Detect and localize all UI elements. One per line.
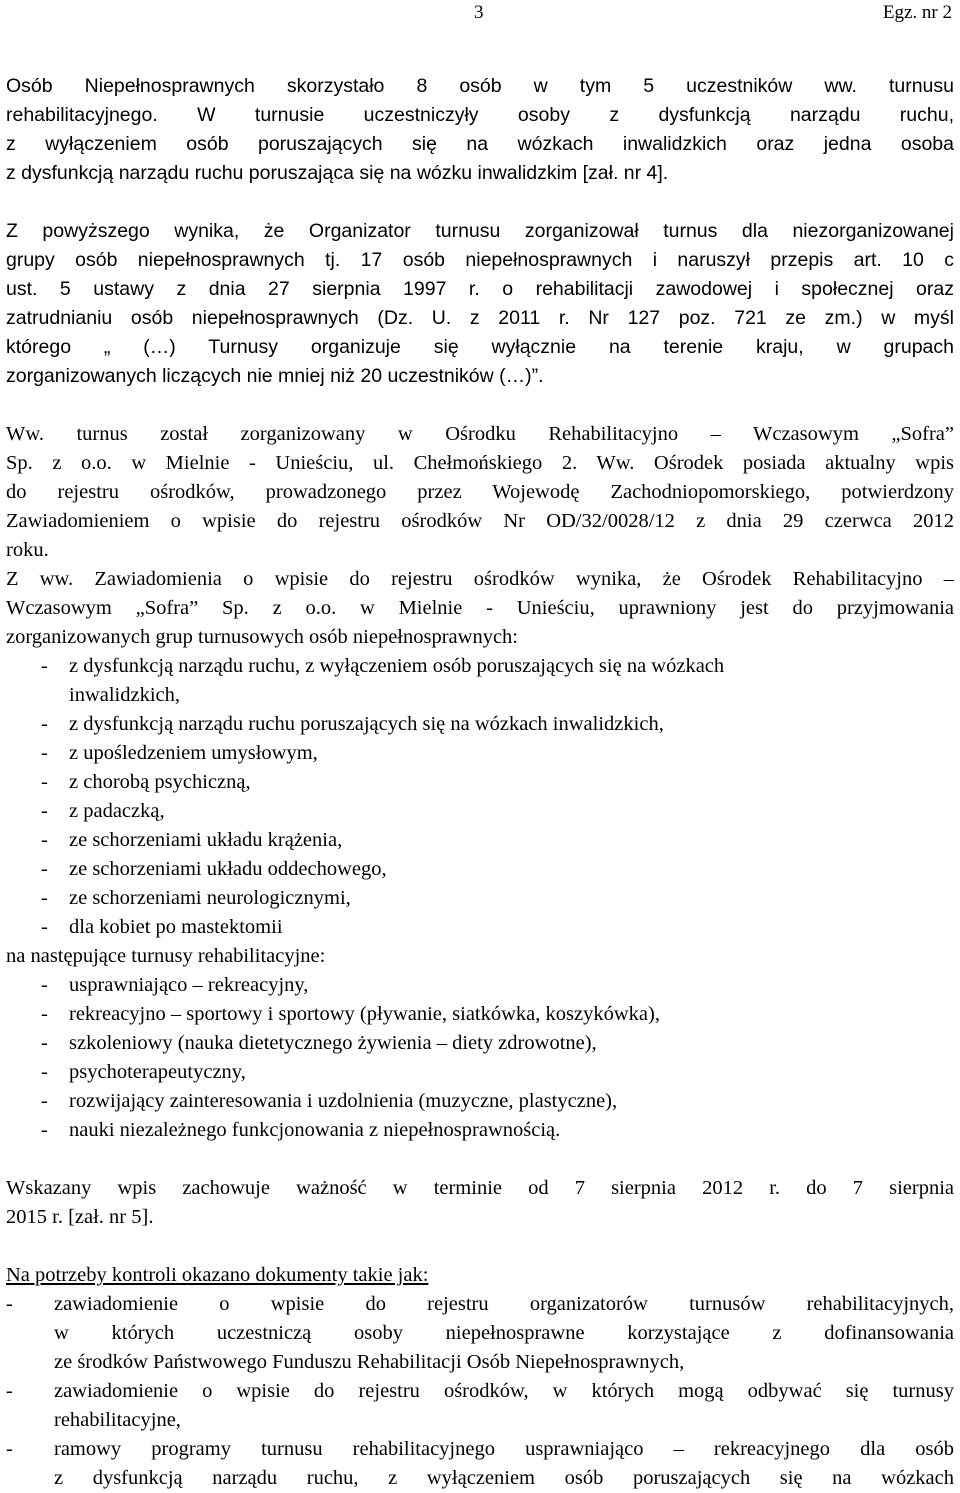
text-line: Z ww. Zawiadomienia o wpisie do rejestru ośrodków wynika, że Ośrodek Rehabilitacyjno –	[6, 568, 954, 590]
text-line: rehabilitacyjnego. W turnusie uczestniczyły osoby z dysfunkcją narządu ruchu,	[6, 104, 954, 126]
text-line: z wyłączeniem osób poruszających się na wózkach inwalidzkich oraz jedna osoba	[6, 133, 954, 155]
list-item-continuation: rehabilitacyjne,	[54, 1409, 181, 1431]
text-line: Sp. z o.o. w Mielnie - Unieściu, ul. Chełmońskiego 2. Ww. Ośrodek posiada aktualny wpis	[6, 452, 954, 474]
copy-label: Egz. nr 2	[882, 2, 952, 23]
list-item-continuation: z dysfunkcją narządu ruchu, z wyłączeniem osób poruszających się na wózkach	[54, 1467, 954, 1489]
text-line: Wskazany wpis zachowuje ważność w terminie od 7 sierpnia 2012 r. do 7 sierpnia	[6, 1177, 954, 1199]
text-line: zorganizowanych liczących nie mniej niż 20 uczestników (…)”.	[6, 365, 544, 387]
text-line: którego „ (…) Turnusy organizuje się wyłącznie na terenie kraju, w grupach	[6, 336, 954, 358]
documents-heading: Na potrzeby kontroli okazano dokumenty takie jak:	[6, 1264, 429, 1286]
text-line: zatrudnianiu osób niepełnosprawnych (Dz. U. z 2011 r. Nr 127 poz. 721 ze zm.) w myśl	[6, 307, 954, 329]
list-item-continuation: inwalidzkich,	[69, 684, 181, 706]
text-line: do rejestru ośrodków, prowadzonego przez Wojewodę Zachodniopomorskiego, potwierdzony	[6, 481, 954, 503]
turnus-types-intro: na następujące turnusy rehabilitacyjne:	[6, 945, 326, 967]
page-number: 3	[474, 2, 484, 23]
text-line: grupy osób niepełnosprawnych tj. 17 osób niepełnosprawnych i naruszył przepis art. 10 c	[6, 249, 954, 271]
text-line: Ww. turnus został zorganizowany w Ośrodku Rehabilitacyjno – Wczasowym „Sofra”	[6, 423, 954, 445]
text-line: Z powyższego wynika, że Organizator turnusu zorganizował turnus dla niezorganizowanej	[6, 220, 954, 242]
text-line: 2015 r. [zał. nr 5].	[6, 1206, 154, 1228]
document-page: 3 Egz. nr 2 Osób Niepełnosprawnych skorzystało 8 osób w tym 5 uczestników ww. turnusu rehabilitacyjnego. W turnusie uczestniczyły osoby z dysfunkcją narządu ruchu, z wyłączeniem osób poruszających się na wózkach inwalidzkich oraz jedna osoba z dysfunkcją narządu ruchu poruszająca się na wózku inwalidzkim [zał. nr 4]. Z powyższego wynika, że Organizator turnusu zorganizował turnus dla niezorganizowanej grupy osób niepełnosprawnych tj. 17 osób niepełnosprawnych i naruszył przepis art. 10 c ust. 5 ustawy z dnia 27 sierpnia 1997 r. o rehabilitacji zawodowej i społecznej oraz zatrudnianiu osób niepełnosprawnych (Dz. U. z 2011 r. Nr 127 poz. 721 ze zm.) w myśl którego „ (…) Turnusy organizuje się wyłącznie na terenie kraju, w grupach zorganizowanych liczących nie mniej niż 20 uczestników (…)”. Ww. turnus został zorganizowany w Ośrodku Rehabilitacyjno – Wczasowym „Sofra” Sp. z o.o. w Mielnie - Unieściu, ul. Chełmońskiego 2. Ww. Ośrodek posiada aktualny wpis do rejestru ośrodków, prowadzonego przez Wojewodę Zachodniopomorskiego, potwierdzony Zawiadomieniem o wpisie do rejestru ośrodków Nr OD/32/0028/12 z dnia 29 czerwca 2012 roku. Z ww. Zawiadomienia o wpisie do rejestru ośrodków wynika, że Ośrodek Rehabilitacyjno – Wczasowym „Sofra” Sp. z o.o. w Mielnie - Unieściu, uprawniony jest do przyjmowania zorganizowanych grup turnusowych osób niepełnosprawnych: - z dysfunkcją narządu ruchu, z wyłączeniem osób poruszających się na wózkach inwalidzkich, - z dysfunkcją narządu ruchu poruszających się na wózkach inwalidzkich, - z upośledzeniem umysłowym, - z chorobą psychiczną, - z padaczką, - ze schorzeniami układu krążenia, - ze schorzeniami układu oddechowego, - ze schorzeniami neurologicznymi, - dla kobiet po mastektomii na następujące turnusy rehabilitacyjne: - usprawniająco – rekreacyjny, - rekreacyjno – sportowy i sportowy (pływanie, siatkówka, koszykówka), - szkoleniowy (nauka dietetycznego żywienia – diety zdrowotne), - psychoterapeutyczny, - rozwijający zainteresowania i uzdolnienia (muzyczne, plastyczne), - nauki niezależnego funkcjonowania z niepełnosprawnością. Wskazany wpis zachowuje ważność w terminie od 7 sierpnia 2012 r. do 7 sierpnia 2015 r. [zał. nr 5]. Na potrzeby kontroli okazano dokumenty takie jak: - zawiadomienie o wpisie do rejestru organizatorów turnusów rehabilitacyjnych, w których uczestniczą osoby niepełnosprawne korzystające z dofinansowania ze środków Państwowego Funduszu Rehabilitacji Osób Niepełnosprawnych, - zawiadomienie o wpisie do rejestru ośrodków, w których mogą odbywać się turnusy rehabilitacyjne, - ramowy programy turnusu rehabilitacyjnego usprawniająco – rekreacyjnego dla osób z dysfunkcją narządu ruchu, z wyłączeniem osób poruszających się na wózkach	[0, 0, 960, 1492]
list-item-continuation: w których uczestniczą osoby niepełnosprawne korzystające z dofinansowania	[54, 1322, 954, 1344]
text-line: z dysfunkcją narządu ruchu poruszająca się na wózku inwalidzkim [zał. nr 4].	[6, 162, 669, 184]
text-line: zorganizowanych grup turnusowych osób niepełnosprawnych:	[6, 626, 518, 648]
text-line: Osób Niepełnosprawnych skorzystało 8 osób w tym 5 uczestników ww. turnusu	[6, 75, 954, 97]
list-item-continuation: ze środków Państwowego Funduszu Rehabilitacji Osób Niepełnosprawnych,	[54, 1351, 685, 1373]
text-line: ust. 5 ustawy z dnia 27 sierpnia 1997 r. o rehabilitacji zawodowej i społecznej oraz	[6, 278, 954, 300]
text-line: roku.	[6, 539, 49, 561]
text-line: Wczasowym „Sofra” Sp. z o.o. w Mielnie - Unieściu, uprawniony jest do przyjmowania	[6, 597, 954, 619]
text-line: Zawiadomieniem o wpisie do rejestru ośrodków Nr OD/32/0028/12 z dnia 29 czerwca 2012	[6, 510, 954, 532]
